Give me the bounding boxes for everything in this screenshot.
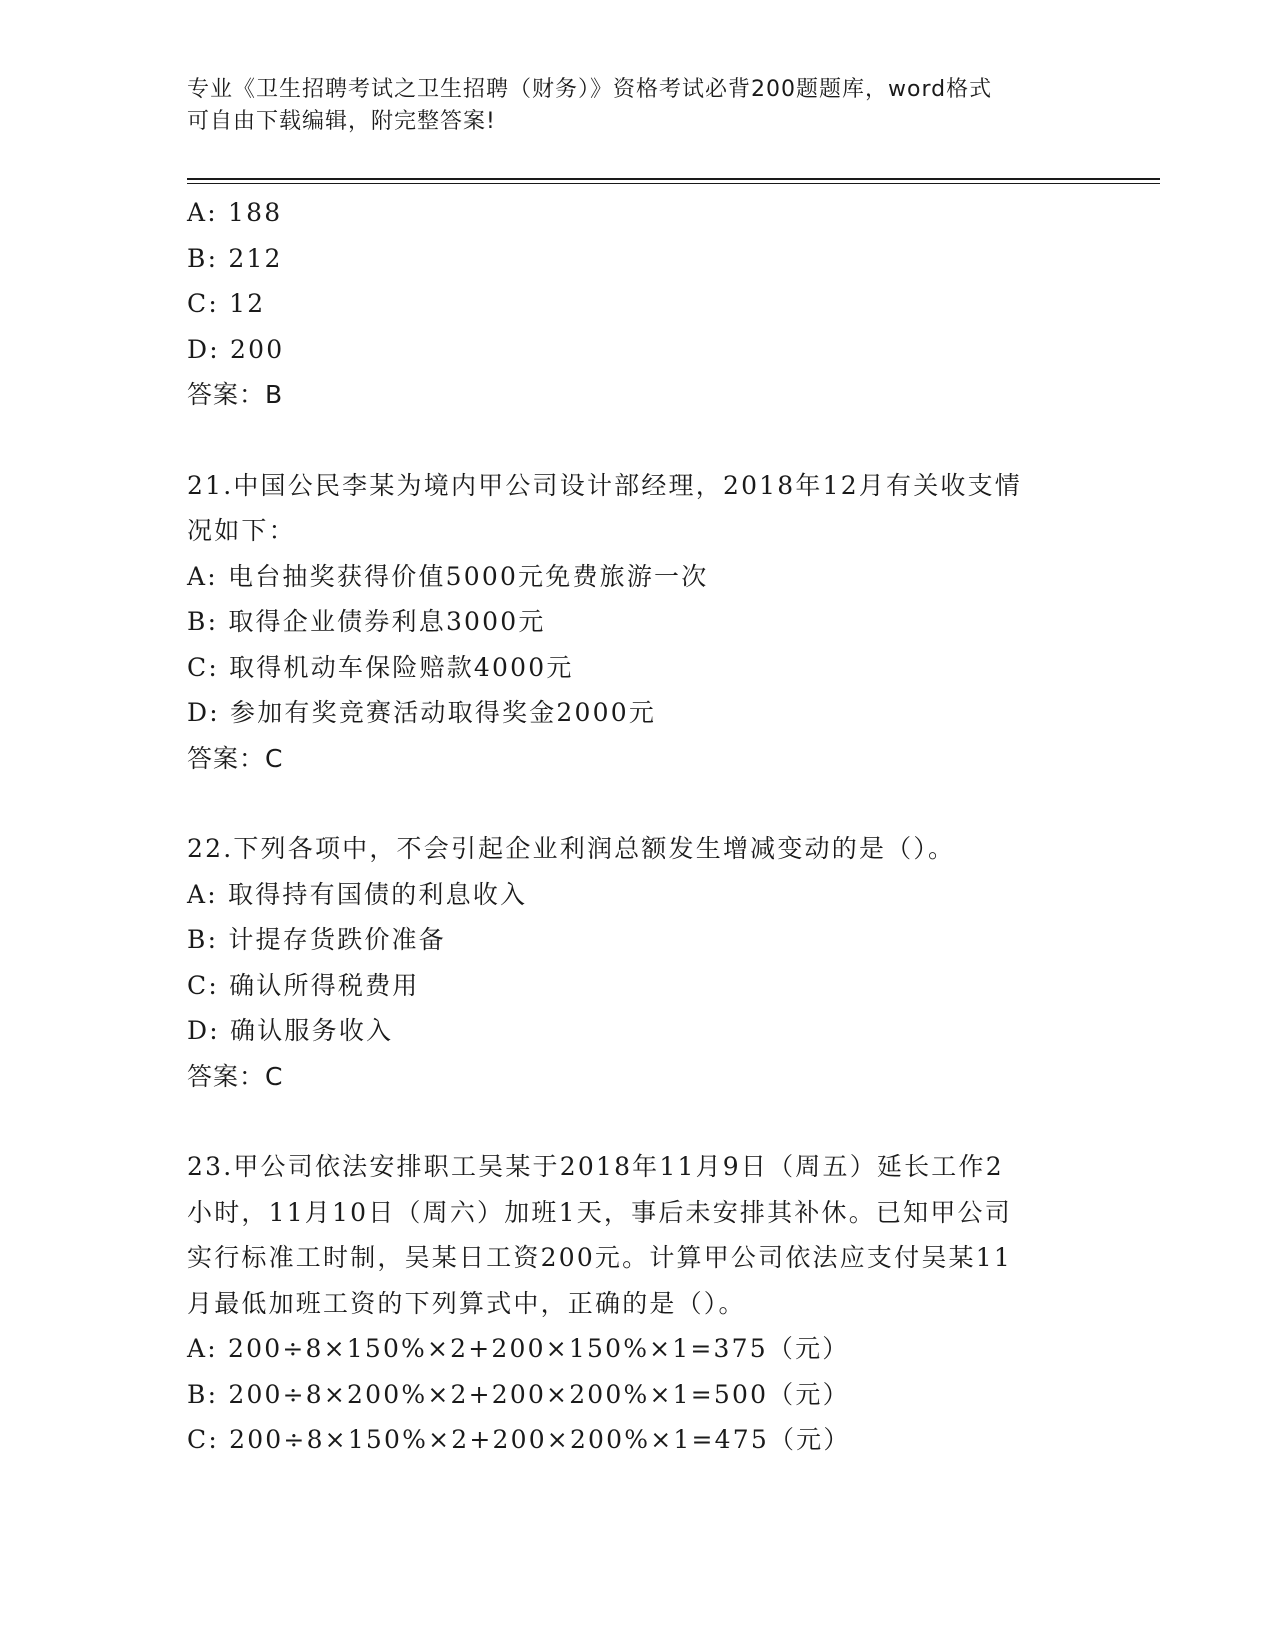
document-header xyxy=(187,74,1067,138)
option-a: A: 188 xyxy=(187,198,283,227)
question-22 xyxy=(187,826,1087,1099)
question-stem: 21.中国公民李某为境内甲公司设计部经理，2018年12月有关收支情 xyxy=(187,470,1022,500)
option-a: A: 电台抽奖获得价值5000元免费旅游一次 xyxy=(187,561,709,591)
option-b: B: 取得企业债券利息3000元 xyxy=(187,607,546,636)
answer: 答案：C xyxy=(187,743,284,773)
option-d: D: 参加有奖竞赛活动取得奖金2000元 xyxy=(187,698,657,727)
header-divider-thin xyxy=(187,183,1160,184)
option-c: C: 200÷8×150%×2+200×200%×1=475（元） xyxy=(187,1425,851,1454)
option-c: C: 12 xyxy=(187,289,266,318)
option-a: A: 取得持有国债的利息收入 xyxy=(187,879,528,909)
question-21 xyxy=(187,463,1087,782)
option-c: C: 确认所得税费用 xyxy=(187,970,420,1000)
header-divider-thick xyxy=(187,178,1160,180)
header-line-1: 专业《卫生招聘考试之卫生招聘（财务）》资格考试必背200题题库，word格式 xyxy=(187,77,993,102)
question-23 xyxy=(187,1144,1087,1463)
question-20 xyxy=(187,190,1087,418)
option-c: C: 取得机动车保险赔款4000元 xyxy=(187,652,574,682)
option-b: B: 200÷8×200%×2+200×200%×1=500（元） xyxy=(187,1379,850,1409)
option-b: B: 计提存货跌价准备 xyxy=(187,925,446,954)
option-d: D: 确认服务收入 xyxy=(187,1016,394,1045)
question-stem-continued: 况如下： xyxy=(187,516,296,545)
header-line-2: 可自由下载编辑，附完整答案! xyxy=(187,109,496,134)
question-list xyxy=(187,190,1087,1463)
answer: 答案：C xyxy=(187,1061,284,1091)
question-stem-continued: 实行标准工时制，吴某日工资200元。计算甲公司依法应支付吴某11 xyxy=(187,1243,1012,1272)
option-a: A: 200÷8×150%×2+200×150%×1=375（元） xyxy=(187,1334,850,1363)
question-stem-continued: 月最低加班工资的下列算式中，正确的是（）。 xyxy=(187,1288,746,1318)
question-stem: 23.甲公司依法安排职工吴某于2018年11月9日（周五）延长工作2 xyxy=(187,1152,1004,1181)
option-d: D: 200 xyxy=(187,334,285,364)
answer: 答案：B xyxy=(187,380,284,409)
question-stem: 22.下列各项中，不会引起企业利润总额发生增减变动的是（）。 xyxy=(187,834,956,863)
option-b: B: 212 xyxy=(187,243,283,273)
question-stem-continued: 小时，11月10日（周六）加班1天，事后未安排其补休。已知甲公司 xyxy=(187,1197,1012,1227)
